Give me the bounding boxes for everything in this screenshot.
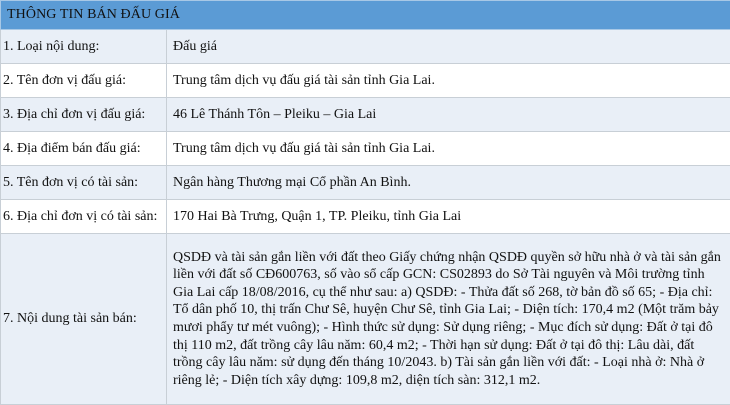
row-label: 6. Địa chỉ đơn vị có tài sản: <box>1 200 167 234</box>
row-auction-location <box>1 132 730 166</box>
row-label: 3. Địa chỉ đơn vị đấu giá: <box>1 98 167 132</box>
row-label: 4. Địa điểm bán đấu giá: <box>1 132 167 166</box>
table-header-row <box>1 1 730 30</box>
row-value: Đấu giá <box>167 30 730 64</box>
row-label: 5. Tên đơn vị có tài sản: <box>1 166 167 200</box>
row-value: Trung tâm dịch vụ đấu giá tài sản tỉnh Gia Lai. <box>167 132 730 166</box>
row-asset-owner-address <box>1 200 730 234</box>
row-label: 7. Nội dung tài sản bán: <box>1 234 167 405</box>
row-asset-owner-name <box>1 166 730 200</box>
table-title: THÔNG TIN BÁN ĐẤU GIÁ <box>1 1 730 30</box>
row-value: QSDĐ và tài sản gắn liền với đất theo Giấy chứng nhận QSDĐ quyền sở hữu nhà ở và tài sản gắn liền với đất số CĐ600763, số vào sổ cấp GCN: CS02893 do Sở Tài nguyên và Môi trường tỉnh Gia Lai cấp 18/08/2016, cụ thể như sau: a) QSDĐ: - Thửa đất số 268, tờ bản đồ số 65; - Địa chỉ: Tổ dân phố 10, thị trấn Chư Sê, huyện Chư Sê, tỉnh Gia Lai; - Diện tích: 170,4 m2 (Một trăm bảy mươi phẩy tư mét vuông); - Hình thức sử dụng: Sử dụng riêng; - Mục đích sử dụng: Đất ở tại đô thị 110 m2, đất trồng cây lâu năm: 60,4 m2; - Thời hạn sử dụng: Đất ở tại đô thị: Lâu dài, đất trồng cây lâu năm: sử dụng đến tháng 10/2043. b) Tài sản gắn liền với đất: - Loại nhà ở: Nhà ở riêng lẻ; - Diện tích xây dựng: 109,8 m2, diện tích sàn: 312,1 m2. <box>167 234 730 405</box>
row-label: 1. Loại nội dung: <box>1 30 167 64</box>
row-asset-description <box>1 234 730 405</box>
row-label: 2. Tên đơn vị đấu giá: <box>1 64 167 98</box>
row-auction-unit-address <box>1 98 730 132</box>
row-value: Trung tâm dịch vụ đấu giá tài sản tỉnh Gia Lai. <box>167 64 730 98</box>
row-content-type <box>1 30 730 64</box>
row-value: 46 Lê Thánh Tôn – Pleiku – Gia Lai <box>167 98 730 132</box>
row-auction-unit-name <box>1 64 730 98</box>
row-value: Ngân hàng Thương mại Cổ phần An Bình. <box>167 166 730 200</box>
row-value: 170 Hai Bà Trưng, Quận 1, TP. Pleiku, tỉnh Gia Lai <box>167 200 730 234</box>
